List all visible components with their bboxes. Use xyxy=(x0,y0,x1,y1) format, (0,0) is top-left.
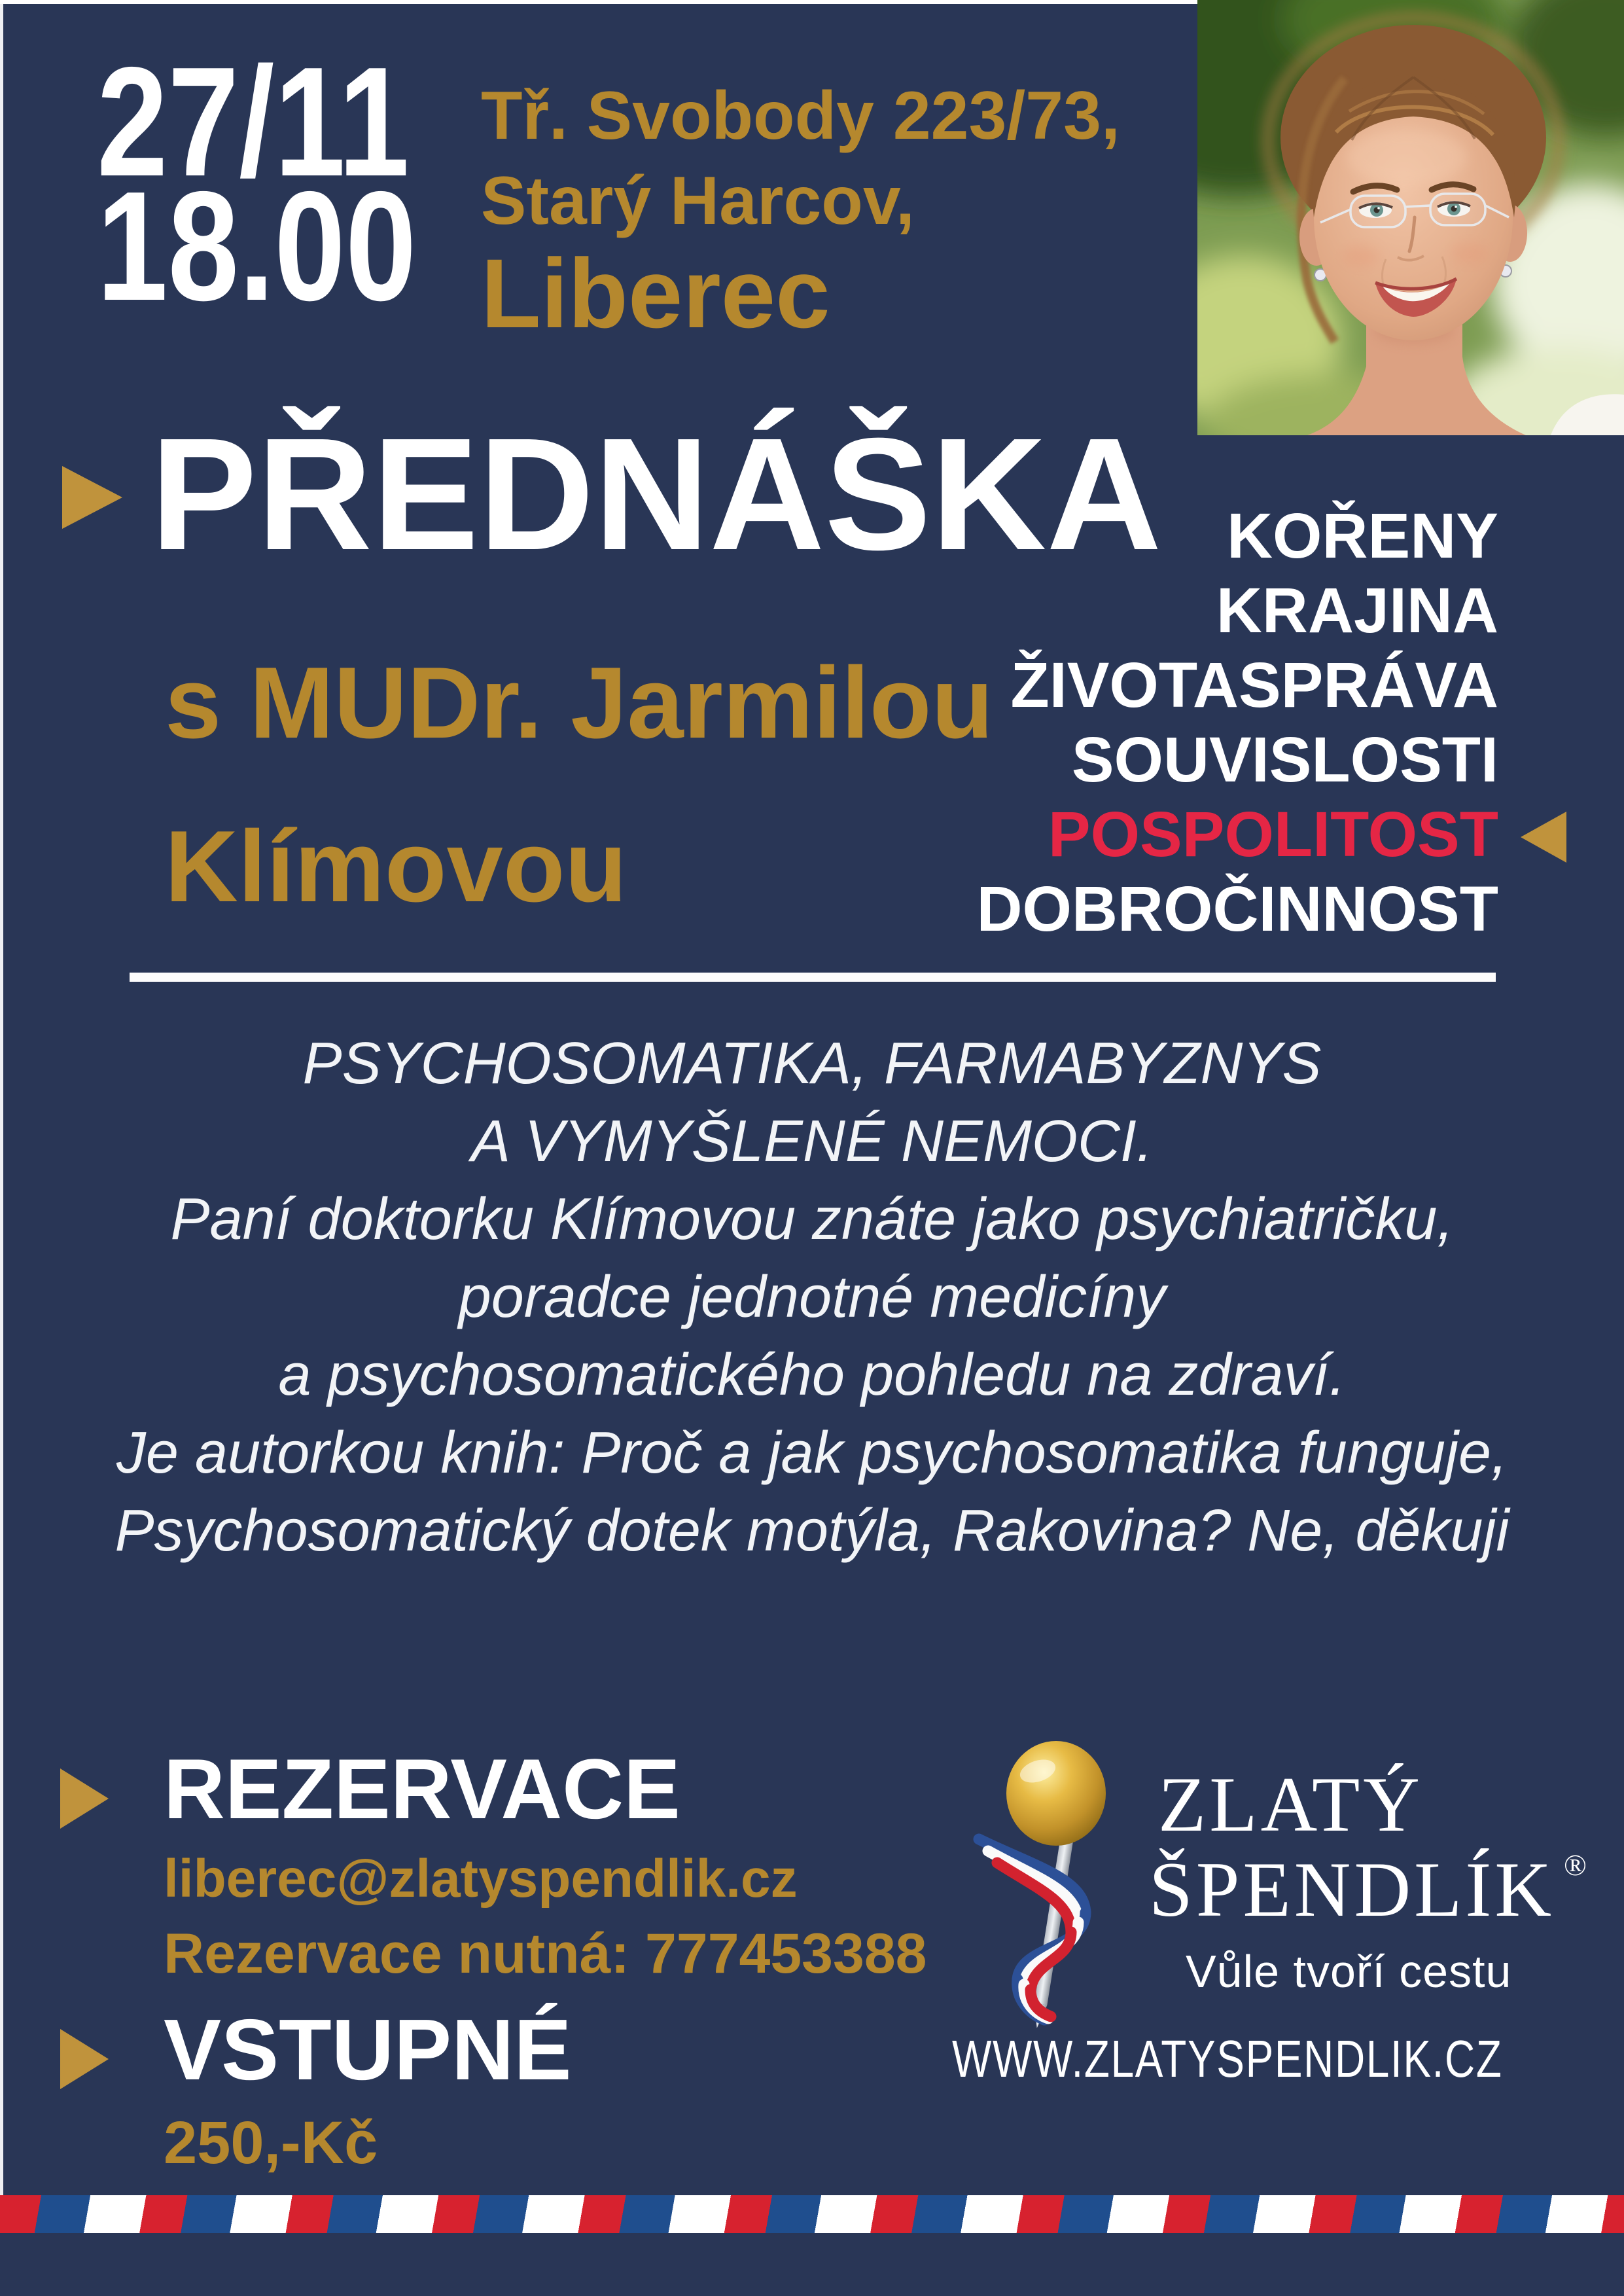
description-line: Je autorkou knih: Proč a jak psychosomatika funguje, xyxy=(116,1420,1508,1486)
arrow-right-icon xyxy=(62,466,122,529)
description xyxy=(0,1025,1624,1570)
tricolor-stripe-band xyxy=(0,2195,1624,2233)
keyword: KRAJINA xyxy=(1216,575,1498,646)
arrow-left-icon xyxy=(1521,812,1566,863)
description-line: Paní doktorku Klímovou znáte jako psychiatričku, xyxy=(170,1187,1454,1252)
reservation-heading: REZERVACE xyxy=(164,1741,680,1837)
event-title: PŘEDNÁŠKA xyxy=(150,404,1162,583)
event-time: 18.00 xyxy=(97,160,417,333)
keyword: DOBROČINNOST xyxy=(976,873,1498,944)
divider-line xyxy=(130,973,1496,982)
event-date: 27/11 xyxy=(97,35,410,209)
venue-street: Tř. Svobody 223/73, xyxy=(481,78,1120,154)
venue-district: Starý Harcov, xyxy=(481,163,915,239)
description-line: a psychosomatického pohledu na zdraví. xyxy=(278,1342,1346,1408)
keyword: ŽIVOTASPRÁVA xyxy=(1010,649,1498,721)
brand-name-line2 xyxy=(1149,1844,1587,1935)
description-line: A VYMYŠLENÉ NEMOCI. xyxy=(471,1109,1153,1174)
pin-logo xyxy=(957,1728,1173,2036)
reservation-email: liberec@zlatyspendlik.cz xyxy=(164,1849,798,1909)
brand-name-text: ŠPENDLÍK xyxy=(1149,1846,1555,1933)
brand-website: WWW.ZLATYSPENDLIK.CZ xyxy=(952,2030,1503,2088)
entry-price: 250,-Kč xyxy=(164,2109,378,2176)
reservation-note: Rezervace nutná: 777453388 xyxy=(164,1922,927,1985)
speaker-name-line2: Klímovou xyxy=(165,810,627,923)
description-line: poradce jednotné medicíny xyxy=(458,1265,1166,1330)
brand-tagline: Vůle tvoří cestu xyxy=(1186,1946,1512,1997)
event-datetime xyxy=(97,35,417,333)
keyword-highlighted: POSPOLITOST xyxy=(1048,798,1498,870)
speaker-name-line1: s MUDr. Jarmilou xyxy=(165,646,994,759)
brand-name-line1: ZLATÝ xyxy=(1158,1761,1423,1848)
keyword-list xyxy=(976,499,1498,946)
entry-heading: VSTUPNÉ xyxy=(164,2001,572,2098)
arrow-right-icon xyxy=(60,2029,109,2089)
description-line: Psychosomatický dotek motýla, Rakovina? Ne, děkuji xyxy=(115,1498,1509,1564)
portrait-photo xyxy=(1197,0,1624,435)
keyword: KOŘENY xyxy=(1227,500,1498,571)
venue-city: Liberec xyxy=(481,238,830,348)
registered-mark: ® xyxy=(1564,1848,1587,1882)
keyword: SOUVISLOSTI xyxy=(1071,724,1498,795)
arrow-right-icon xyxy=(60,1768,109,1829)
top-border xyxy=(0,0,1199,4)
description-line: PSYCHOSOMATIKA, FARMABYZNYS xyxy=(302,1031,1322,1096)
